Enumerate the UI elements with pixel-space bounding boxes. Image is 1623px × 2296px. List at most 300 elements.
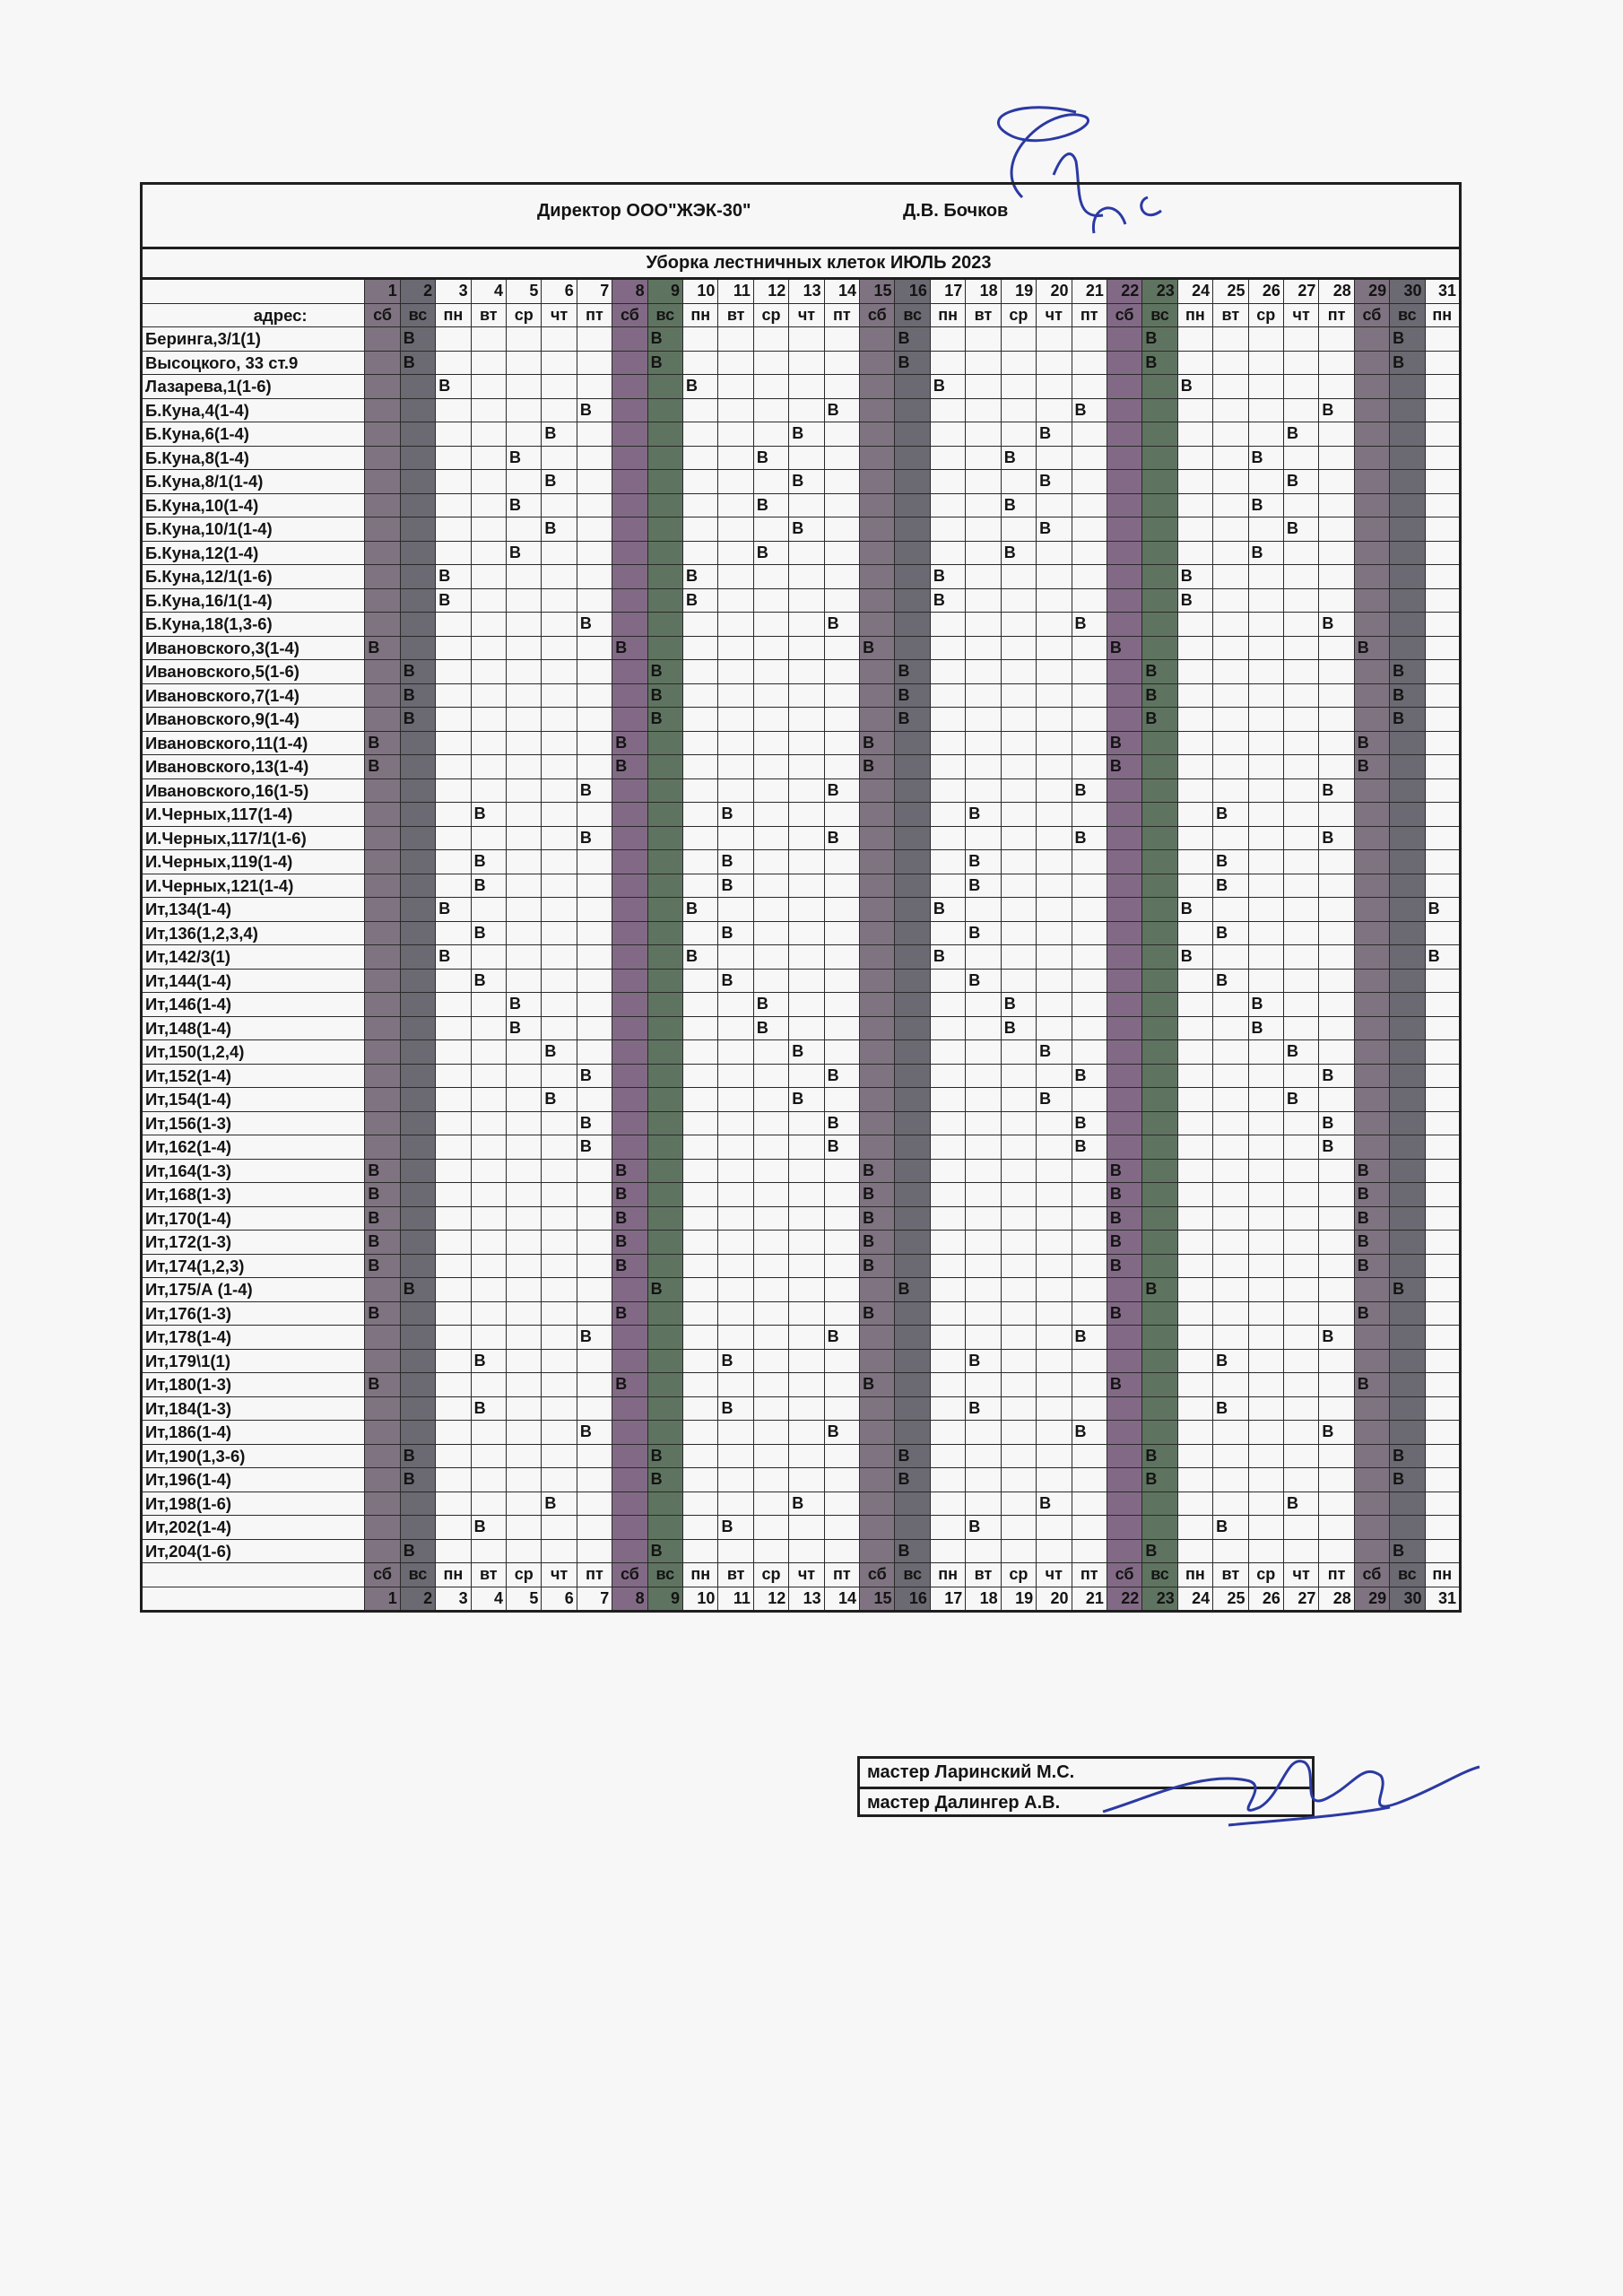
schedule-cell <box>824 969 859 993</box>
schedule-cell <box>1248 921 1283 945</box>
schedule-cell <box>1283 398 1318 422</box>
schedule-cell <box>647 1064 682 1088</box>
schedule-cell <box>860 993 895 1017</box>
schedule-cell <box>436 493 471 517</box>
schedule-cell <box>895 565 930 589</box>
schedule-cell <box>718 613 753 637</box>
schedule-cell <box>1001 327 1036 352</box>
schedule-cell <box>789 850 824 874</box>
schedule-cell <box>824 1254 859 1278</box>
cleaning-mark-cell: В <box>436 898 471 922</box>
schedule-cell <box>612 660 647 684</box>
day-number-26: 26 <box>1248 1587 1283 1612</box>
schedule-cell <box>683 1516 718 1540</box>
schedule-cell <box>895 969 930 993</box>
cleaning-mark-cell: В <box>930 945 965 970</box>
weekday-10: пн <box>683 303 718 327</box>
cleaning-mark-cell: В <box>1390 1444 1425 1468</box>
schedule-cell <box>1283 446 1318 470</box>
day-number-23: 23 <box>1142 1587 1177 1612</box>
schedule-cell <box>612 1064 647 1088</box>
schedule-cell <box>789 683 824 708</box>
schedule-cell <box>683 1040 718 1065</box>
cleaning-mark-cell: В <box>365 1301 400 1326</box>
schedule-cell <box>542 1444 577 1468</box>
schedule-cell <box>507 375 542 399</box>
schedule-cell <box>542 1349 577 1373</box>
schedule-cell <box>824 446 859 470</box>
schedule-cell <box>1283 874 1318 898</box>
schedule-cell <box>365 517 400 542</box>
schedule-cell <box>436 517 471 542</box>
weekday-2: вс <box>400 1563 435 1587</box>
schedule-cell <box>1177 660 1212 684</box>
schedule-cell <box>1354 565 1389 589</box>
schedule-cell <box>1177 636 1212 660</box>
schedule-cell <box>542 874 577 898</box>
schedule-cell <box>930 826 965 850</box>
schedule-cell <box>577 375 612 399</box>
schedule-cell <box>1107 375 1141 399</box>
schedule-cell <box>400 969 435 993</box>
address-cell: Б.Куна,10(1-4) <box>142 493 365 517</box>
schedule-cell <box>1001 1468 1036 1492</box>
schedule-cell <box>400 541 435 565</box>
schedule-cell <box>789 945 824 970</box>
schedule-cell <box>1142 1373 1177 1397</box>
schedule-cell <box>718 327 753 352</box>
schedule-cell <box>718 945 753 970</box>
schedule-cell <box>718 1135 753 1160</box>
schedule-cell <box>577 1349 612 1373</box>
cleaning-mark-cell: В <box>471 1349 506 1373</box>
schedule-cell <box>436 1492 471 1516</box>
schedule-cell <box>683 1064 718 1088</box>
table-row <box>142 1088 1461 1112</box>
cleaning-mark-cell: В <box>824 1064 859 1088</box>
schedule-cell <box>471 1421 506 1445</box>
schedule-cell <box>930 398 965 422</box>
address-cell: Ит,146(1-4) <box>142 993 365 1017</box>
schedule-cell <box>1142 541 1177 565</box>
schedule-cell <box>1248 945 1283 970</box>
schedule-cell <box>365 446 400 470</box>
weekday-18: вт <box>966 1563 1001 1587</box>
schedule-cell <box>683 993 718 1017</box>
schedule-cell <box>1037 850 1072 874</box>
cleaning-mark-cell: В <box>1107 1254 1141 1278</box>
schedule-cell <box>789 1468 824 1492</box>
day-number-15: 15 <box>860 1587 895 1612</box>
schedule-cell <box>1001 803 1036 827</box>
schedule-cell <box>542 1111 577 1135</box>
schedule-cell <box>930 517 965 542</box>
schedule-cell <box>647 921 682 945</box>
day-number-25: 25 <box>1213 1587 1248 1612</box>
schedule-cell <box>471 398 506 422</box>
cleaning-mark-cell: В <box>400 327 435 352</box>
schedule-cell <box>753 588 788 613</box>
schedule-cell <box>1001 1373 1036 1397</box>
schedule-cell <box>436 803 471 827</box>
schedule-cell <box>1390 446 1425 470</box>
schedule-cell <box>1072 1231 1107 1255</box>
schedule-cell <box>1213 351 1248 375</box>
schedule-cell <box>577 1231 612 1255</box>
schedule-cell <box>1390 945 1425 970</box>
cleaning-mark-cell: В <box>824 1111 859 1135</box>
schedule-cell <box>365 1444 400 1468</box>
schedule-cell <box>1248 327 1283 352</box>
schedule-cell <box>471 565 506 589</box>
schedule-cell <box>1001 874 1036 898</box>
schedule-cell <box>471 1539 506 1563</box>
address-cell: Ит,179\1(1) <box>142 1349 365 1373</box>
cleaning-mark-cell: В <box>824 826 859 850</box>
schedule-cell <box>612 921 647 945</box>
schedule-cell <box>400 1349 435 1373</box>
schedule-cell <box>612 422 647 447</box>
schedule-cell <box>647 565 682 589</box>
schedule-cell <box>1354 898 1389 922</box>
schedule-cell <box>1248 470 1283 494</box>
schedule-cell <box>966 470 1001 494</box>
schedule-cell <box>1319 898 1354 922</box>
schedule-cell <box>1213 1088 1248 1112</box>
schedule-cell <box>1319 470 1354 494</box>
schedule-cell <box>895 1301 930 1326</box>
cleaning-mark-cell: В <box>542 517 577 542</box>
schedule-cell <box>1213 565 1248 589</box>
schedule-cell <box>753 1040 788 1065</box>
schedule-cell <box>577 1468 612 1492</box>
schedule-cell <box>789 826 824 850</box>
day-number-8: 8 <box>612 279 647 304</box>
schedule-cell <box>1037 1539 1072 1563</box>
schedule-cell <box>1213 683 1248 708</box>
schedule-cell <box>1177 731 1212 755</box>
schedule-cell <box>824 1278 859 1302</box>
cleaning-mark-cell: В <box>612 755 647 779</box>
schedule-cell <box>1001 898 1036 922</box>
schedule-cell <box>612 1444 647 1468</box>
schedule-cell <box>1142 1064 1177 1088</box>
schedule-cell <box>400 921 435 945</box>
table-row <box>142 921 1461 945</box>
schedule-cell <box>1283 1468 1318 1492</box>
schedule-cell <box>1107 1064 1141 1088</box>
schedule-cell <box>365 351 400 375</box>
schedule-cell <box>789 351 824 375</box>
cleaning-mark-cell: В <box>1142 1444 1177 1468</box>
schedule-cell <box>647 826 682 850</box>
address-cell: И.Черных,121(1-4) <box>142 874 365 898</box>
schedule-cell <box>1425 588 1460 613</box>
schedule-cell <box>1319 945 1354 970</box>
table-row <box>142 731 1461 755</box>
schedule-cell <box>400 1159 435 1183</box>
schedule-cell <box>1248 636 1283 660</box>
schedule-cell <box>1037 755 1072 779</box>
schedule-cell <box>789 1254 824 1278</box>
schedule-cell <box>860 588 895 613</box>
schedule-cell <box>1354 969 1389 993</box>
schedule-cell <box>436 874 471 898</box>
schedule-cell <box>1177 422 1212 447</box>
address-cell: Ит,164(1-3) <box>142 1159 365 1183</box>
schedule-cell <box>1072 683 1107 708</box>
schedule-cell <box>1107 778 1141 803</box>
schedule-cell <box>824 731 859 755</box>
day-number-19: 19 <box>1001 1587 1036 1612</box>
schedule-cell <box>718 565 753 589</box>
schedule-cell <box>647 803 682 827</box>
schedule-cell <box>683 660 718 684</box>
schedule-cell <box>1425 446 1460 470</box>
schedule-cell <box>471 541 506 565</box>
address-cell: Высоцкого, 33 ст.9 <box>142 351 365 375</box>
schedule-cell <box>966 1278 1001 1302</box>
schedule-cell <box>612 1492 647 1516</box>
schedule-cell <box>930 1111 965 1135</box>
address-cell: Б.Куна,12(1-4) <box>142 541 365 565</box>
schedule-cell <box>1248 1301 1283 1326</box>
schedule-cell <box>647 422 682 447</box>
cleaning-mark-cell: В <box>1107 1159 1141 1183</box>
schedule-cell <box>471 683 506 708</box>
schedule-cell <box>1425 375 1460 399</box>
schedule-cell <box>718 1444 753 1468</box>
day-number-21: 21 <box>1072 1587 1107 1612</box>
schedule-cell <box>824 375 859 399</box>
schedule-cell <box>1425 1396 1460 1421</box>
schedule-cell <box>1037 708 1072 732</box>
schedule-cell <box>1319 1373 1354 1397</box>
schedule-cell <box>1001 1159 1036 1183</box>
schedule-cell <box>860 683 895 708</box>
schedule-cell <box>1248 1231 1283 1255</box>
schedule-cell <box>542 636 577 660</box>
day-number-17: 17 <box>930 1587 965 1612</box>
schedule-cell <box>683 683 718 708</box>
schedule-cell <box>1037 993 1072 1017</box>
schedule-cell <box>789 493 824 517</box>
cleaning-mark-cell: В <box>860 1254 895 1278</box>
cleaning-mark-cell: В <box>789 470 824 494</box>
schedule-cell <box>1283 565 1318 589</box>
day-number-3: 3 <box>436 279 471 304</box>
schedule-cell <box>507 1444 542 1468</box>
schedule-cell <box>1248 1159 1283 1183</box>
cleaning-mark-cell: В <box>400 1278 435 1302</box>
schedule-cell <box>647 1254 682 1278</box>
schedule-cell <box>542 708 577 732</box>
schedule-cell <box>365 1349 400 1373</box>
cleaning-mark-cell: В <box>400 708 435 732</box>
schedule-cell <box>612 588 647 613</box>
schedule-cell <box>718 1301 753 1326</box>
schedule-cell <box>507 422 542 447</box>
schedule-cell <box>1248 874 1283 898</box>
schedule-cell <box>1319 1396 1354 1421</box>
schedule-cell <box>365 1396 400 1421</box>
schedule-cell <box>1107 1088 1141 1112</box>
schedule-cell <box>1177 351 1212 375</box>
schedule-cell <box>1283 613 1318 637</box>
schedule-cell <box>436 969 471 993</box>
cleaning-mark-cell: В <box>1319 1135 1354 1160</box>
schedule-cell <box>1425 1278 1460 1302</box>
schedule-cell <box>1142 731 1177 755</box>
schedule-cell <box>1072 755 1107 779</box>
schedule-cell <box>1425 636 1460 660</box>
schedule-cell <box>753 1206 788 1231</box>
schedule-cell <box>471 636 506 660</box>
schedule-cell <box>1248 1040 1283 1065</box>
schedule-cell <box>577 731 612 755</box>
cleaning-mark-cell: В <box>577 398 612 422</box>
schedule-cell <box>1248 1135 1283 1160</box>
schedule-cell <box>1354 1396 1389 1421</box>
schedule-cell <box>753 1183 788 1207</box>
schedule-cell <box>1177 1492 1212 1516</box>
schedule-cell <box>789 969 824 993</box>
day-number-11: 11 <box>718 279 753 304</box>
schedule-cell <box>753 1088 788 1112</box>
schedule-cell <box>895 422 930 447</box>
cleaning-mark-cell: В <box>1425 898 1460 922</box>
schedule-cell <box>1107 1349 1141 1373</box>
schedule-cell <box>1425 874 1460 898</box>
schedule-cell <box>930 446 965 470</box>
schedule-cell <box>753 1421 788 1445</box>
schedule-cell <box>1142 588 1177 613</box>
approval-header <box>140 182 1462 247</box>
schedule-cell <box>647 969 682 993</box>
schedule-cell <box>966 1064 1001 1088</box>
schedule-cell <box>1319 1231 1354 1255</box>
cleaning-mark-cell: В <box>1142 1468 1177 1492</box>
schedule-cell <box>930 731 965 755</box>
schedule-cell <box>824 660 859 684</box>
day-number-6: 6 <box>542 279 577 304</box>
schedule-cell <box>683 731 718 755</box>
schedule-cell <box>1107 398 1141 422</box>
schedule-cell <box>365 803 400 827</box>
schedule-cell <box>1283 803 1318 827</box>
day-number-5: 5 <box>507 279 542 304</box>
schedule-cell <box>1107 613 1141 637</box>
schedule-cell <box>400 850 435 874</box>
schedule-cell <box>542 993 577 1017</box>
schedule-cell <box>1283 993 1318 1017</box>
director-title: Директор ООО"ЖЭК-30" <box>537 201 751 221</box>
schedule-document <box>140 182 1462 1613</box>
schedule-cell <box>753 1231 788 1255</box>
schedule-cell <box>1248 588 1283 613</box>
schedule-cell <box>1177 1396 1212 1421</box>
table-row <box>142 1326 1461 1350</box>
schedule-cell <box>1319 636 1354 660</box>
cleaning-mark-cell: В <box>1354 1206 1389 1231</box>
cleaning-mark-cell: В <box>683 565 718 589</box>
schedule-cell <box>1072 993 1107 1017</box>
schedule-cell <box>753 1396 788 1421</box>
schedule-cell <box>1142 1040 1177 1065</box>
schedule-cell <box>1425 1492 1460 1516</box>
schedule-cell <box>1248 1468 1283 1492</box>
schedule-cell <box>1319 351 1354 375</box>
schedule-cell <box>612 850 647 874</box>
cleaning-mark-cell: В <box>612 1231 647 1255</box>
schedule-cell <box>1213 945 1248 970</box>
cleaning-mark-cell: В <box>895 683 930 708</box>
schedule-cell <box>718 683 753 708</box>
schedule-cell <box>507 517 542 542</box>
schedule-cell <box>930 1373 965 1397</box>
schedule-cell <box>789 993 824 1017</box>
schedule-cell <box>542 351 577 375</box>
day-number-14: 14 <box>824 279 859 304</box>
schedule-cell <box>612 375 647 399</box>
schedule-cell <box>1283 1444 1318 1468</box>
weekday-3: пн <box>436 1563 471 1587</box>
weekday-28: пт <box>1319 1563 1354 1587</box>
schedule-cell <box>1072 1206 1107 1231</box>
schedule-cell <box>1072 1373 1107 1397</box>
schedule-cell <box>365 327 400 352</box>
schedule-cell <box>647 1183 682 1207</box>
schedule-cell <box>1354 660 1389 684</box>
schedule-cell <box>1319 1516 1354 1540</box>
schedule-cell <box>753 1278 788 1302</box>
schedule-cell <box>400 1040 435 1065</box>
schedule-cell <box>1107 1111 1141 1135</box>
cleaning-mark-cell: В <box>789 1088 824 1112</box>
schedule-cell <box>577 636 612 660</box>
address-cell: Лазарева,1(1-6) <box>142 375 365 399</box>
cleaning-mark-cell: В <box>542 1492 577 1516</box>
schedule-cell <box>1248 1349 1283 1373</box>
schedule-cell <box>1177 803 1212 827</box>
schedule-cell <box>1001 850 1036 874</box>
cleaning-mark-cell: В <box>860 636 895 660</box>
schedule-cell <box>1390 1516 1425 1540</box>
schedule-cell <box>436 613 471 637</box>
schedule-cell <box>471 1111 506 1135</box>
table-row <box>142 1135 1461 1160</box>
schedule-cell <box>1072 1539 1107 1563</box>
schedule-cell <box>471 588 506 613</box>
schedule-cell <box>895 1111 930 1135</box>
schedule-cell <box>966 375 1001 399</box>
table-row <box>142 1064 1461 1088</box>
schedule-cell <box>1248 1111 1283 1135</box>
schedule-cell <box>930 493 965 517</box>
schedule-cell <box>365 493 400 517</box>
schedule-cell <box>1037 1421 1072 1445</box>
schedule-cell <box>683 636 718 660</box>
cleaning-mark-cell: В <box>612 1206 647 1231</box>
schedule-cell <box>683 1183 718 1207</box>
schedule-cell <box>860 565 895 589</box>
schedule-cell <box>647 1326 682 1350</box>
schedule-cell <box>718 1111 753 1135</box>
schedule-cell <box>365 1421 400 1445</box>
cleaning-mark-cell: В <box>1037 1040 1072 1065</box>
schedule-cell <box>1001 683 1036 708</box>
address-cell: Б.Куна,4(1-4) <box>142 398 365 422</box>
